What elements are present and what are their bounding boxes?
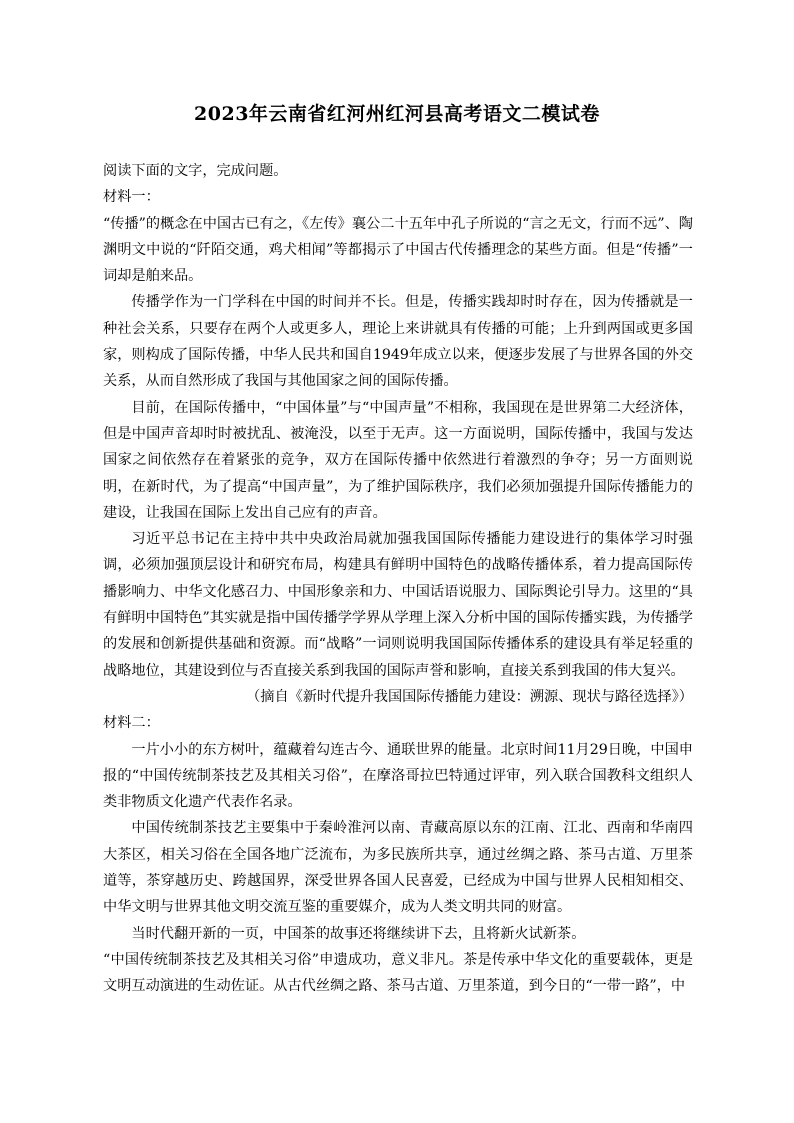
material-2-paragraph: 一片小小的东方树叶，蕴藏着勾连古今、通联世界的能量。北京时间11月29日晚，中国申报的“中国传统制茶技艺及其相关习俗”，在摩洛哥拉巴特通过评审，列入联合国教科文组织人类非物质文化遗产代表作名录。 [103,741,693,811]
material-2-paragraph: 中国传统制茶技艺主要集中于秦岭淮河以南、青藏高原以东的江南、江北、西南和华南四大茶区，相关习俗在全国各地广泛流布，为多民族所共享，通过丝绸之路、茶马古道、万里茶道等，茶穿越历史、跨越国界，深受世界各国人民喜爱，已经成为中国与世界人民相知相交、中华文明与世界其他文明交流互鉴的重要媒介，成为人类文明共同的财富。 [103,820,693,916]
material-1-paragraph: 习近平总书记在主持中共中央政治局就加强我国国际传播能力建设进行的集体学习时强调，必须加强顶层设计和研究布局，构建具有鲜明中国特色的战略传播体系，着力提高国际传播影响力、中华文化感召力、中国形象亲和力、中国话语说服力、国际舆论引导力。这里的“具有鲜明中国特色”其实就是指中国传播学学界从学理上深入分析中国的国际传播实践，为传播学的发展和创新提供基础和资源。而“战略”一词则说明我国国际传播体系的建设具有举足轻重的战略地位，其建设到位与否直接关系到我国的国际声誉和影响，直接关系到我国的伟大复兴。 [103,531,693,679]
material-2-paragraph: 当时代翻开新的一页，中国茶的故事还将继续讲下去，且将新火试新茶。 [131,925,586,942]
document-body [103,158,693,1000]
material-1-paragraph: 目前，在国际传播中，“中国体量”与“中国声量”不相称，我国现在是世界第二大经济体，但是中国声音却时时被扰乱、被淹没，以至于无声。这一方面说明，国际传播中，我国与发达国家之间依然存在着紧张的竞争，双方在国际传播中依然进行着激烈的争夺；另一方面则说明，在新时代，为了提高“中国声量”，为了维护国际秩序，我们必须加强提升国际传播能力的建设，让我国在国际上发出自己应有的声音。 [103,399,693,521]
material-1-label: 材料一： [103,189,160,206]
material-1-paragraph: 传播学作为一门学科在中国的时间并不长。但是，传播实践却时时存在，因为传播就是一种社会关系，只要存在两个人或更多人，理论上来讲就具有传播的可能；上升到两国或更多国家，则构成了国际传播，中华人民共和国自1949年成立以来，便逐步发展了与世界各国的外交关系，从而自然形成了我国与其他国家之间的国际传播。 [103,294,693,390]
material-2-label: 材料二： [103,715,160,732]
page-title: 2023年云南省红河州红河县高考语文二模试卷 [194,103,600,125]
material-2-paragraph: “中国传统制茶技艺及其相关习俗”申遗成功，意义非凡。茶是传承中华文化的重要载体，更是文明互动演进的生动佐证。从古代丝绸之路、茶马古道、万里茶道，到今日的“一带一路”，中 [103,951,693,995]
material-1-paragraph: “传播”的概念在中国古已有之，《左传》襄公二十五年中孔子所说的“言之无文，行而不远”、陶渊明文中说的“阡陌交通，鸡犬相闻”等都揭示了中国古代传播理念的某些方面。但是“传播”一词却是舶来品。 [103,215,693,285]
material-1-source: （摘自《新时代提升我国国际传播能力建设：溯源、现状与路径选择》） [246,688,693,705]
instruction-text: 阅读下面的文字，完成问题。 [103,163,288,179]
